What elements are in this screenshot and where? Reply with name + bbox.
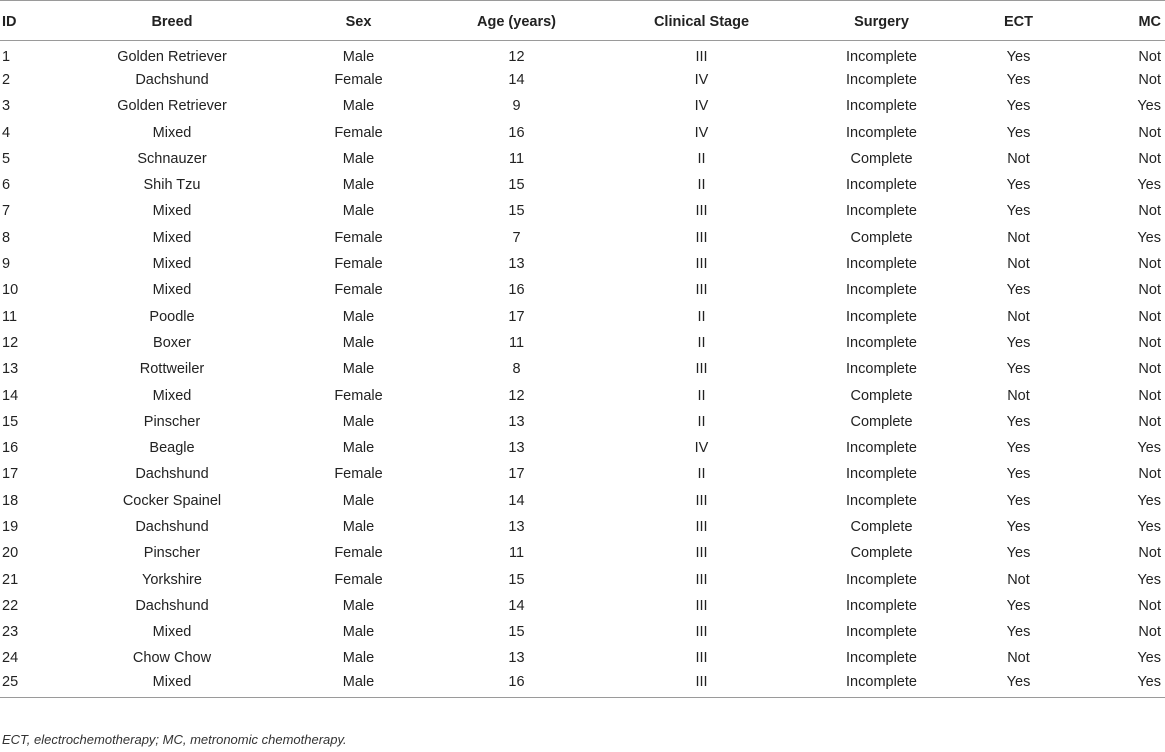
cell-surgery: Incomplete: [808, 672, 955, 698]
cell-ect: Not: [1007, 308, 1030, 325]
cell-breed: Chow Chow: [132, 650, 212, 667]
table-row: [0, 645, 1165, 671]
cell-breed: Shih Tzu: [143, 177, 201, 194]
cell-ect: Not: [1007, 650, 1030, 667]
cell-sex: Male: [342, 361, 375, 378]
cell-sex: Female: [334, 545, 383, 562]
cell-id: 9: [2, 256, 11, 273]
cell-ect: Yes: [1006, 177, 1031, 194]
cell-sex: Male: [279, 672, 438, 698]
cell-surgery: Incomplete: [846, 334, 917, 351]
cell-breed: Mixed: [152, 256, 192, 273]
table-row: [0, 672, 1165, 698]
cell-ect: Yes: [1006, 124, 1031, 141]
cell-sex: Male: [342, 203, 375, 220]
table-row: [0, 251, 1165, 277]
table-header: [0, 1, 1165, 41]
cell-breed: Pinscher: [143, 413, 201, 430]
cell-mc: Not: [1138, 203, 1161, 220]
cell-clinical-stage: IV: [694, 440, 709, 457]
cell-surgery: Incomplete: [846, 177, 917, 194]
cell-sex: Male: [342, 308, 375, 325]
cell-age: 9: [512, 98, 521, 115]
table-row: [0, 93, 1165, 119]
cell-surgery: Incomplete: [846, 71, 917, 88]
cell-sex: Female: [334, 466, 383, 483]
cell-clinical-stage: II: [697, 150, 706, 167]
cell-surgery: Incomplete: [846, 48, 917, 65]
header-sex: Sex: [279, 1, 438, 41]
table-row: [0, 146, 1165, 172]
cell-mc: Yes: [1137, 518, 1161, 535]
cell-surgery: Complete: [850, 150, 913, 167]
cell-id: 7: [2, 203, 11, 220]
cell-ect: Yes: [1006, 203, 1031, 220]
cell-ect: Yes: [1006, 361, 1031, 378]
cell-sex: Female: [334, 256, 383, 273]
cell-mc: Not: [1138, 545, 1161, 562]
cell-mc: Not: [1138, 413, 1161, 430]
cell-breed: Mixed: [152, 124, 192, 141]
table-row: [0, 172, 1165, 198]
cell-breed: Yorkshire: [142, 571, 202, 588]
cell-clinical-stage: III: [695, 624, 708, 641]
cell-clinical-stage: II: [697, 334, 706, 351]
cell-sex: Male: [342, 624, 375, 641]
cell-sex: Male: [342, 597, 375, 614]
cell-age: 15: [508, 571, 525, 588]
cell-ect: Yes: [1006, 545, 1031, 562]
cell-sex: Female: [334, 387, 383, 404]
cell-surgery: Complete: [850, 229, 913, 246]
cell-id: 20: [2, 545, 19, 562]
cell-age: 15: [508, 177, 525, 194]
cell-id: 11: [2, 308, 18, 325]
cell-id: 21: [2, 571, 19, 588]
cell-mc: Not: [1138, 466, 1161, 483]
cell-id: 24: [2, 650, 19, 667]
cell-clinical-stage: II: [697, 308, 706, 325]
cell-sex: Female: [334, 282, 383, 299]
cell-sex: Male: [342, 150, 375, 167]
cell-clinical-stage: IV: [694, 71, 709, 88]
header-age: Age (years): [438, 1, 595, 41]
table-row: [0, 67, 1165, 93]
cell-clinical-stage: III: [695, 282, 708, 299]
cell-surgery: Incomplete: [846, 650, 917, 667]
cell-id: 25: [0, 672, 65, 698]
cell-mc: Yes: [1137, 650, 1161, 667]
cell-clinical-stage: III: [695, 361, 708, 378]
cell-id: 15: [2, 413, 19, 430]
cell-age: 11: [508, 334, 525, 351]
cell-sex: Male: [342, 98, 375, 115]
cell-age: 11: [508, 545, 525, 562]
cell-breed: Boxer: [153, 334, 191, 351]
cell-mc: Yes: [1137, 571, 1161, 588]
cell-breed: Pinscher: [143, 545, 201, 562]
header-ect: ECT: [955, 1, 1082, 41]
cell-id: 22: [2, 597, 19, 614]
table-row: [0, 330, 1165, 356]
cell-sex: Female: [334, 71, 383, 88]
table-footnote: ECT, electrochemotherapy; MC, metronomic chemotherapy.: [2, 732, 347, 747]
cell-surgery: Complete: [850, 413, 913, 430]
cell-breed: Schnauzer: [137, 150, 207, 167]
cell-id: 10: [2, 282, 19, 299]
cell-surgery: Incomplete: [846, 203, 917, 220]
cell-ect: Yes: [1006, 597, 1031, 614]
cell-id: 1: [2, 48, 11, 65]
cell-surgery: Incomplete: [846, 597, 917, 614]
cell-mc: Yes: [1082, 672, 1165, 698]
cell-breed: Dachshund: [135, 518, 209, 535]
header-surgery: Surgery: [808, 1, 955, 41]
table-row: [0, 566, 1165, 592]
table-row: [0, 619, 1165, 645]
cell-clinical-stage: III: [695, 203, 708, 220]
cell-mc: Not: [1138, 387, 1161, 404]
cell-id: 5: [2, 150, 11, 167]
cell-id: 13: [2, 361, 19, 378]
cell-breed: Mixed: [152, 624, 192, 641]
cell-ect: Yes: [1006, 282, 1031, 299]
cell-surgery: Incomplete: [846, 440, 917, 457]
cell-surgery: Incomplete: [846, 308, 917, 325]
cell-age: 11: [508, 150, 525, 167]
cell-sex: Male: [342, 650, 375, 667]
cell-age: 7: [512, 229, 521, 246]
cell-age: 12: [508, 48, 525, 65]
cell-clinical-stage: III: [695, 256, 708, 273]
cell-ect: Yes: [1006, 71, 1031, 88]
cell-clinical-stage: IV: [694, 124, 709, 141]
cell-age: 15: [508, 624, 525, 641]
cell-clinical-stage: IV: [694, 98, 709, 115]
cell-age: 13: [508, 650, 525, 667]
cell-age: 17: [508, 466, 525, 483]
table-row: [0, 356, 1165, 382]
table-row: [0, 488, 1165, 514]
header-mc: MC: [1082, 1, 1165, 41]
cell-surgery: Complete: [850, 518, 913, 535]
cell-ect: Not: [1007, 229, 1030, 246]
table-row: [0, 41, 1165, 67]
table-row: [0, 119, 1165, 145]
table-row: [0, 461, 1165, 487]
cell-mc: Yes: [1137, 229, 1161, 246]
table-row: [0, 382, 1165, 408]
cell-mc: Yes: [1137, 177, 1161, 194]
table-row: [0, 435, 1165, 461]
cell-breed: Poodle: [149, 308, 195, 325]
cell-sex: Male: [342, 440, 375, 457]
cell-age: 16: [438, 672, 595, 698]
cell-id: 14: [2, 387, 19, 404]
cell-id: 2: [2, 71, 11, 88]
cell-surgery: Incomplete: [846, 282, 917, 299]
cell-mc: Not: [1138, 48, 1161, 65]
cell-sex: Male: [342, 413, 375, 430]
cell-age: 16: [508, 124, 525, 141]
cell-mc: Yes: [1137, 98, 1161, 115]
cell-age: 15: [508, 203, 525, 220]
cell-ect: Yes: [1006, 98, 1031, 115]
cell-ect: Yes: [1006, 624, 1031, 641]
cell-surgery: Incomplete: [846, 492, 917, 509]
header-breed: Breed: [65, 1, 279, 41]
cell-age: 13: [508, 518, 525, 535]
cell-id: 19: [2, 518, 19, 535]
cell-age: 16: [508, 282, 525, 299]
cell-breed: Mixed: [152, 387, 192, 404]
cell-mc: Yes: [1137, 492, 1161, 509]
cell-breed: Dachshund: [135, 597, 209, 614]
cell-ect: Yes: [1006, 440, 1031, 457]
cell-sex: Female: [334, 229, 383, 246]
table-row: [0, 277, 1165, 303]
cell-sex: Male: [342, 334, 375, 351]
cell-mc: Not: [1138, 150, 1161, 167]
cell-breed: Rottweiler: [139, 361, 205, 378]
cell-breed: Cocker Spainel: [122, 492, 222, 509]
cell-id: 17: [2, 466, 19, 483]
cell-surgery: Incomplete: [846, 361, 917, 378]
cell-mc: Not: [1138, 334, 1161, 351]
cell-surgery: Incomplete: [846, 466, 917, 483]
cell-clinical-stage: II: [697, 177, 706, 194]
cell-mc: Not: [1138, 282, 1161, 299]
cell-ect: Yes: [1006, 413, 1031, 430]
cell-surgery: Incomplete: [846, 124, 917, 141]
cell-id: 6: [2, 177, 11, 194]
cell-id: 23: [2, 624, 19, 641]
cell-breed: Mixed: [152, 229, 192, 246]
cell-clinical-stage: III: [595, 672, 808, 698]
cell-breed: Mixed: [65, 672, 279, 698]
table-row: [0, 225, 1165, 251]
cell-age: 13: [508, 413, 525, 430]
cell-ect: Yes: [1006, 334, 1031, 351]
table-body: [0, 41, 1165, 698]
cell-clinical-stage: III: [695, 650, 708, 667]
cell-age: 14: [508, 492, 525, 509]
cell-ect: Not: [1007, 387, 1030, 404]
cell-id: 12: [2, 334, 19, 351]
cell-id: 3: [2, 98, 11, 115]
cell-mc: Not: [1138, 624, 1161, 641]
cell-surgery: Complete: [850, 545, 913, 562]
cell-breed: Mixed: [152, 203, 192, 220]
cell-mc: Not: [1138, 124, 1161, 141]
cell-clinical-stage: III: [695, 229, 708, 246]
cell-breed: Beagle: [149, 440, 195, 457]
cell-ect: Yes: [955, 672, 1082, 698]
cell-sex: Male: [342, 492, 375, 509]
cell-surgery: Complete: [850, 387, 913, 404]
cell-id: 8: [2, 229, 11, 246]
cell-mc: Not: [1138, 256, 1161, 273]
header-row: [0, 1, 1165, 41]
cell-ect: Yes: [1006, 466, 1031, 483]
table-row: [0, 593, 1165, 619]
header-id: ID: [0, 1, 65, 41]
cell-surgery: Incomplete: [846, 98, 917, 115]
cell-mc: Not: [1138, 308, 1161, 325]
table-row: [0, 198, 1165, 224]
cell-mc: Not: [1138, 597, 1161, 614]
cell-id: 4: [2, 124, 11, 141]
cell-id: 18: [2, 492, 19, 509]
cell-age: 14: [508, 71, 525, 88]
cell-age: 12: [508, 387, 525, 404]
table-row: [0, 540, 1165, 566]
cell-sex: Female: [334, 571, 383, 588]
cell-surgery: Incomplete: [846, 624, 917, 641]
cell-clinical-stage: III: [695, 545, 708, 562]
cell-clinical-stage: II: [697, 466, 706, 483]
cell-sex: Female: [334, 124, 383, 141]
cell-age: 14: [508, 597, 525, 614]
cell-clinical-stage: III: [695, 597, 708, 614]
cell-clinical-stage: II: [697, 387, 706, 404]
cell-breed: Mixed: [152, 282, 192, 299]
cell-sex: Male: [342, 48, 375, 65]
header-clinical-stage: Clinical Stage: [595, 1, 808, 41]
cell-age: 8: [512, 361, 521, 378]
cell-clinical-stage: III: [695, 571, 708, 588]
cell-ect: Not: [1007, 571, 1030, 588]
table-row: [0, 514, 1165, 540]
cell-ect: Not: [1007, 256, 1030, 273]
cell-breed: Dachshund: [135, 71, 209, 88]
cell-ect: Not: [1007, 150, 1030, 167]
cell-breed: Dachshund: [135, 466, 209, 483]
cell-breed: Golden Retriever: [117, 98, 227, 115]
cell-ect: Yes: [1006, 48, 1031, 65]
cell-surgery: Incomplete: [846, 571, 917, 588]
table-row: [0, 409, 1165, 435]
cell-breed: Golden Retriever: [117, 48, 227, 65]
cell-mc: Yes: [1137, 440, 1161, 457]
cell-clinical-stage: III: [695, 492, 708, 509]
cell-sex: Male: [342, 177, 375, 194]
cell-age: 17: [508, 308, 525, 325]
cell-clinical-stage: III: [695, 48, 708, 65]
cell-surgery: Incomplete: [846, 256, 917, 273]
cell-mc: Not: [1138, 71, 1161, 88]
cell-mc: Not: [1138, 361, 1161, 378]
cell-age: 13: [508, 440, 525, 457]
cell-ect: Yes: [1006, 518, 1031, 535]
cell-clinical-stage: II: [697, 413, 706, 430]
table-row: [0, 303, 1165, 329]
cell-age: 13: [508, 256, 525, 273]
cell-ect: Yes: [1006, 492, 1031, 509]
cell-id: 16: [2, 440, 19, 457]
cell-sex: Male: [342, 518, 375, 535]
cell-clinical-stage: III: [695, 518, 708, 535]
